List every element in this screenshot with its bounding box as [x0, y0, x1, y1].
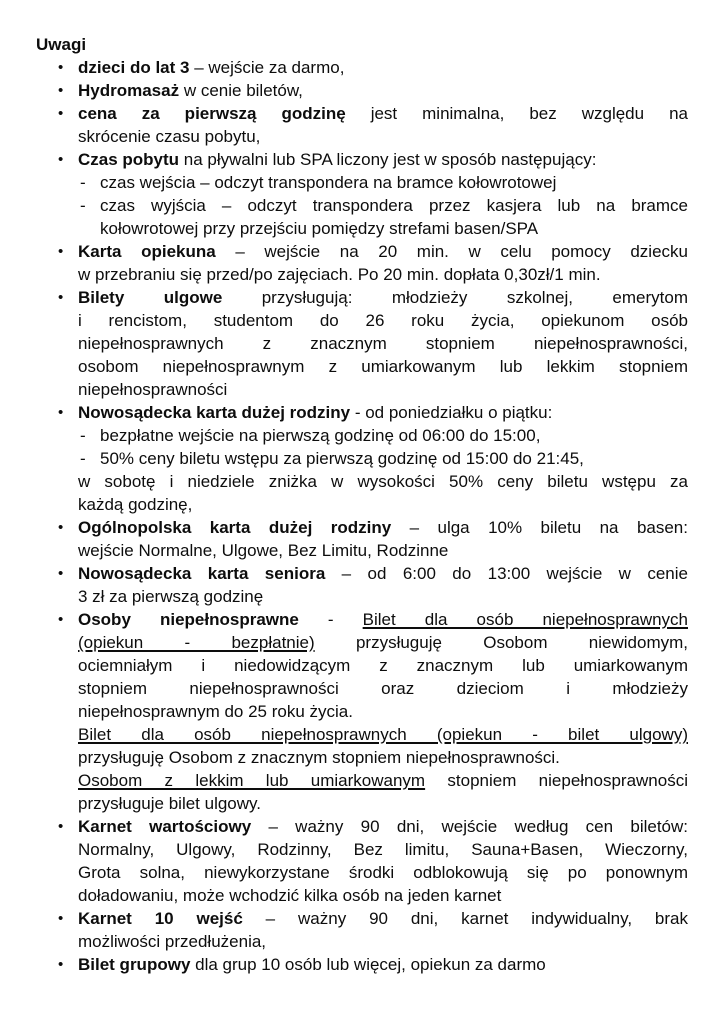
bullet-icon: • [58, 243, 64, 260]
page-title: Uwagi [36, 35, 87, 54]
text-line [78, 861, 688, 884]
list-item [58, 148, 688, 240]
text-run: Czas pobytu [78, 150, 180, 169]
bullet-icon: • [58, 818, 64, 835]
text-line [58, 286, 688, 309]
text-line [78, 930, 688, 953]
text-run: w przebraniu się przed/po zajęciach. Po 20 min. dopłata 0,30zł/1 min. [78, 265, 601, 284]
list-item [58, 815, 689, 907]
text-run: przysługują: młodzieży szkolnej, emerytom [222, 288, 688, 307]
text-run: Grota solna, niewykorzystane środki odblokowują się po ponownym [78, 863, 688, 882]
list-item [58, 608, 688, 815]
text-line [78, 378, 688, 401]
text-run: Bilety ulgowe [78, 288, 223, 307]
text-run: (opiekun - bezpłatnie) [78, 633, 315, 652]
text-run: Karnet wartościowy [78, 817, 252, 836]
text-line [58, 148, 688, 171]
text-run: czas wyjścia – odczyt transpondera przez kasjera lub na bramce [100, 196, 688, 215]
text-run: – wejście za darmo, [189, 58, 345, 77]
text-line [58, 815, 689, 838]
bullet-icon: • [58, 404, 64, 421]
list-item [58, 79, 688, 102]
text-run: czas wejścia – odczyt transpondera na bramce kołowrotowej [100, 173, 557, 192]
text-line [100, 217, 688, 240]
text-run: Bilet dla osób niepełnosprawnych (opiekun - bilet ulgowy) [78, 725, 688, 744]
dash-icon: - [80, 449, 86, 468]
text-line [78, 263, 688, 286]
text-run: – wejście na 20 min. w celu pomocy dziecku [215, 242, 688, 261]
text-run: dla grup 10 osób lub więcej, opiekun za darmo [190, 955, 546, 974]
text-run: bezpłatne wejście na pierwszą godzinę od 06:00 do 15:00, [100, 426, 541, 445]
text-run: dzieci do lat 3 [78, 58, 190, 77]
text-line [58, 953, 688, 976]
list-item [58, 240, 688, 286]
bullet-icon: • [58, 59, 64, 76]
text-run: niepełnosprawnym do 25 roku życia. [78, 702, 353, 721]
text-run: niepełnosprawnych z znacznym stopniem niepełnosprawności, [78, 334, 688, 353]
text-run: przysługuje bilet ulgowy. [78, 794, 261, 813]
text-run: - [298, 610, 363, 629]
list-item [58, 286, 688, 401]
notes-list [36, 56, 688, 976]
text-run: na pływalni lub SPA liczony jest w sposób następujący: [179, 150, 597, 169]
text-run: Karta opiekuna [78, 242, 216, 261]
text-line [78, 493, 688, 516]
text-line [78, 355, 688, 378]
bullet-icon: • [58, 289, 64, 306]
list-item [58, 56, 688, 79]
text-run: Hydromasaż [78, 81, 180, 100]
text-run: stopniem niepełnosprawności oraz dzieciom i młodzieży [78, 679, 688, 698]
text-run: w sobotę i niedziele zniżka w wysokości 50% ceny biletu wstępu za [78, 472, 688, 491]
text-run: Nowosądecka karta dużej rodziny [78, 403, 351, 422]
text-run: Bilet dla osób niepełnosprawnych [362, 610, 688, 629]
text-run: Karnet 10 wejść [78, 909, 243, 928]
text-line [78, 884, 688, 907]
text-run: Bilet grupowy [78, 955, 191, 974]
text-line [78, 723, 688, 746]
text-line [58, 608, 688, 631]
text-run: Osobom z lekkim lub umiarkowanym [78, 771, 426, 790]
text-run: – ulga 10% biletu na basen: [391, 518, 688, 537]
text-run: przysługuję Osobom niewidomym, [314, 633, 688, 652]
text-line [80, 171, 688, 194]
text-run: i rencistom, studentom do 26 roku życia, opiekunom osób [78, 311, 688, 330]
bullet-icon: • [58, 151, 64, 168]
bullet-icon: • [58, 565, 64, 582]
text-run: 50% ceny biletu wstępu za pierwszą godzinę od 15:00 do 21:45, [100, 449, 584, 468]
text-run: 3 zł za pierwszą godzinę [78, 587, 264, 606]
text-run: stopniem niepełnosprawności [425, 771, 688, 790]
list-item [58, 562, 688, 608]
text-line [78, 332, 688, 355]
bullet-icon: • [58, 82, 64, 99]
text-run: cena za pierwszą godzinę [78, 104, 346, 123]
text-run: – ważny 90 dni, karnet indywidualny, brak [242, 909, 688, 928]
text-run: jest minimalna, bez względu na [345, 104, 688, 123]
text-line [58, 240, 688, 263]
bullet-icon: • [58, 519, 64, 536]
text-line [78, 838, 688, 861]
list-item [58, 907, 688, 953]
text-run: niepełnosprawności [78, 380, 228, 399]
text-line [58, 401, 688, 424]
text-run: Osoby niepełnosprawne [78, 610, 299, 629]
text-run: skrócenie czasu pobytu, [78, 127, 261, 146]
text-line [78, 654, 688, 677]
text-line [78, 309, 688, 332]
bullet-icon: • [58, 105, 64, 122]
text-run: ociemniałym i niedowidzącym z znacznym lub umiarkowanym [78, 656, 688, 675]
text-run: - od poniedziałku o piątku: [350, 403, 553, 422]
text-line [58, 79, 688, 102]
text-run: Nowosądecka karta seniora [78, 564, 326, 583]
list-item [58, 102, 688, 148]
text-run: wejście Normalne, Ulgowe, Bez Limitu, Rodzinne [78, 541, 449, 560]
text-run: Normalny, Ulgowy, Rodzinny, Bez limitu, Sauna+Basen, Wieczorny, [78, 840, 688, 859]
text-run: w cenie biletów, [179, 81, 303, 100]
text-line [78, 585, 688, 608]
text-line [78, 700, 688, 723]
bullet-icon: • [58, 956, 64, 973]
text-line [58, 102, 688, 125]
text-line [58, 907, 688, 930]
list-item [58, 401, 688, 516]
text-line [78, 539, 688, 562]
text-line [78, 470, 688, 493]
dash-icon: - [80, 173, 86, 192]
text-run: przysługuję Osobom z znacznym stopniem niepełnosprawności. [78, 748, 560, 767]
list-item [58, 953, 688, 976]
text-run: Ogólnopolska karta dużej rodziny [78, 518, 392, 537]
text-line [80, 424, 688, 447]
text-run: doładowaniu, może wchodzić kilka osób na jeden karnet [78, 886, 502, 905]
bullet-icon: • [58, 611, 64, 628]
bullet-icon: • [58, 910, 64, 927]
text-line [80, 194, 688, 217]
text-line [78, 792, 688, 815]
text-line [58, 562, 688, 585]
text-line [78, 769, 688, 792]
dash-icon: - [80, 426, 86, 445]
text-run: kołowrotowej przy przejściu pomiędzy strefami basen/SPA [100, 219, 539, 238]
text-line [58, 516, 688, 539]
text-line [78, 677, 688, 700]
dash-icon: - [80, 196, 86, 215]
text-run: – od 6:00 do 13:00 wejście w cenie [325, 564, 688, 583]
list-item [58, 516, 688, 562]
text-run: – ważny 90 dni, wejście według cen biletów: [251, 817, 689, 836]
text-line [78, 746, 688, 769]
text-line [78, 125, 688, 148]
text-run: każdą godzinę, [78, 495, 193, 514]
text-line [78, 631, 688, 654]
text-line [58, 56, 688, 79]
text-run: osobom niepełnosprawnym z umiarkowanym lub lekkim stopniem [78, 357, 688, 376]
text-run: możliwości przedłużenia, [78, 932, 267, 951]
text-line [80, 447, 688, 470]
